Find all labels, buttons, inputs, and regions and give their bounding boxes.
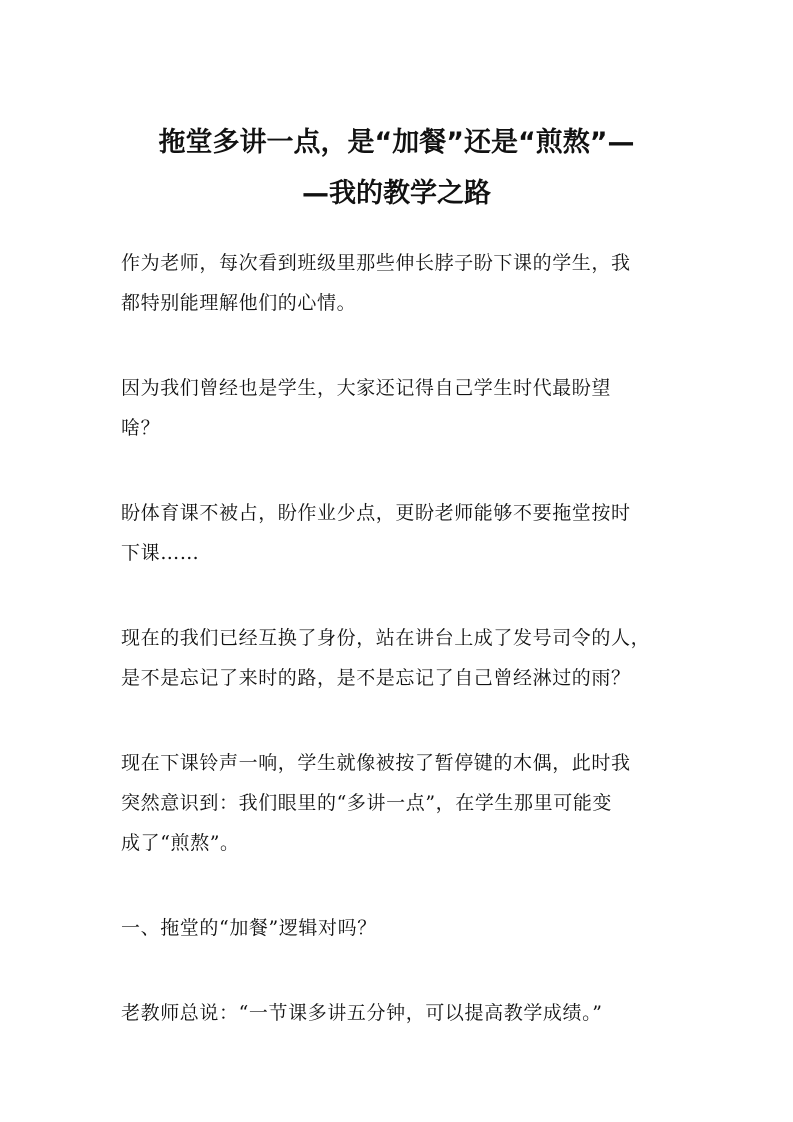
paragraph-line: 现在的我们已经互换了身份，站在讲台上成了发号司令的人， [121,627,651,649]
paragraph-line: 现在下课铃声一响，学生就像被按了暂停键的木偶，此时我 [121,752,631,774]
paragraph-line: 下课…… [121,542,200,564]
paragraph-line: 突然意识到：我们眼里的“多讲一点”，在学生那里可能变 [121,792,613,814]
document-title-line-2: —我的教学之路 [302,178,491,209]
paragraph-line: 是不是忘记了来时的路，是不是忘记了自己曾经淋过的雨？ [121,667,631,689]
section-heading-line: 一、拖堂的“加餐”逻辑对吗？ [121,917,377,939]
paragraph-line: 都特别能理解他们的心情。 [121,292,357,314]
paragraph-line: 啥？ [121,417,161,439]
paragraph-line: 作为老师，每次看到班级里那些伸长脖子盼下课的学生，我 [121,252,631,274]
paragraph-line: 因为我们曾经也是学生，大家还记得自己学生时代最盼望 [121,377,612,399]
paragraph-line: 老教师总说：“一节课多讲五分钟，可以提高教学成绩。” [121,1002,603,1024]
paragraph-line: 盼体育课不被占，盼作业少点，更盼老师能够不要拖堂按时 [121,502,631,524]
document-title-line-1: 拖堂多讲一点，是“加餐”还是“煎熬”— [158,127,635,158]
paragraph-line: 成了“煎熬”。 [121,832,240,854]
